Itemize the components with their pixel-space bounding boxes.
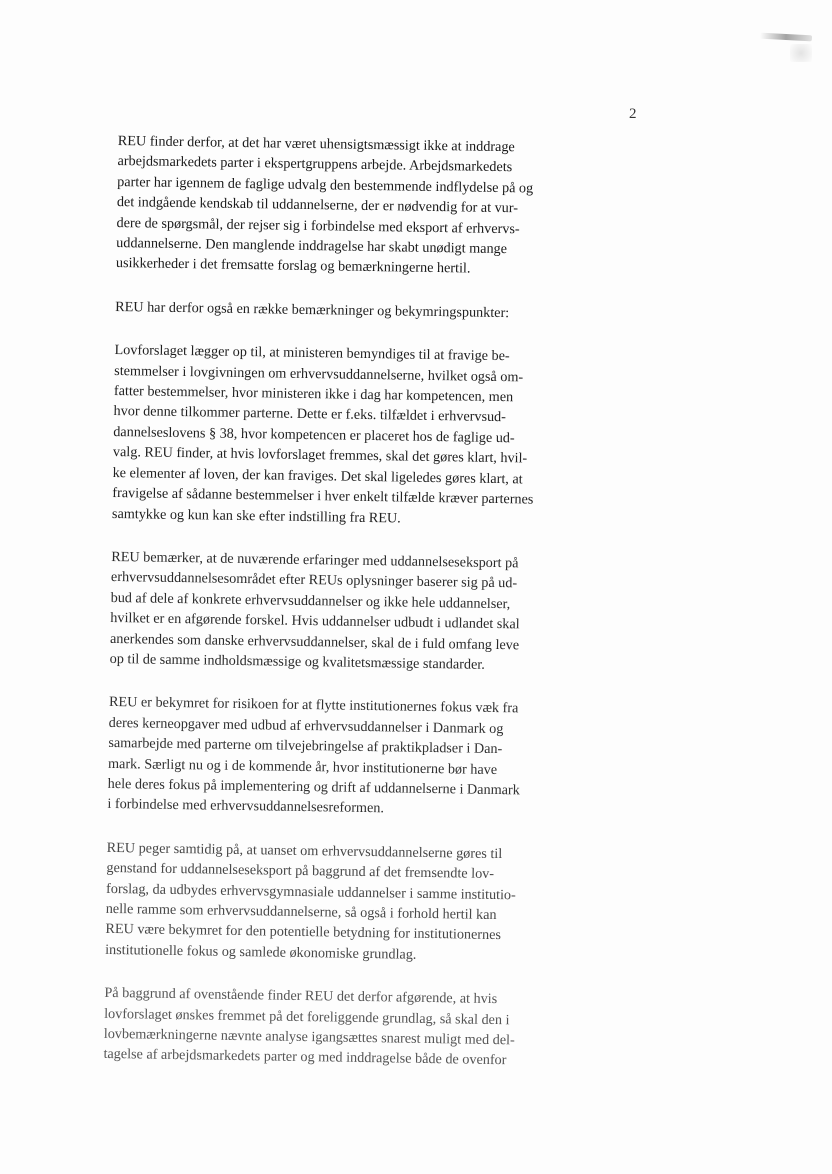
text-line: hvor denne tilkommer parterne. Dette er f.eks. tilfældet i erhvervsud- (113, 403, 507, 426)
text-line: fravigelse af sådanne bestemmelser i hver enkelt tilfælde kræver parternes (112, 485, 534, 508)
text-line: tagelse af arbejdsmarkedets parter og med inddragelse både de ovenfor (103, 1046, 507, 1069)
text-line: Lovforslaget lægger op til, at ministeren bemyndiges til at fravige be- (114, 342, 510, 365)
text-line: ke elementer af loven, der kan fraviges. Det skal ligeledes gøres klart, at (112, 464, 523, 488)
paragraph (116, 131, 570, 281)
text-line: deres kerneopgaver med udbud af erhvervsuddannelser i Danmark og (108, 714, 504, 737)
text-line: arbejdsmarkedets parter i ekspertgruppens arbejde. Arbejdsmarkedets (117, 153, 513, 176)
text-line: samtykke og kun kan ske efter indstilling fra REU. (111, 505, 401, 526)
text-line: REU være bekymret for den potentielle betydning for institutionernes (105, 921, 502, 944)
text-line: dere de spørgsmål, der rejser sig i forbindelse med eksport af erhvervs- (116, 214, 520, 237)
document-body (103, 131, 570, 1095)
text-line: stemmelser i lovgivningen om erhvervsuddannelserne, hvilket også om- (114, 362, 524, 386)
page-number: 2 (629, 106, 637, 122)
text-line: valg. REU finder, at hvis lovforslaget fremmes, skal det gøres klart, hvil- (112, 444, 528, 467)
text-line: REU bemærker, at de nuværende erfaringer med uddannelseseksport på (111, 548, 519, 572)
scan-artifact (760, 33, 812, 42)
paragraph (105, 838, 559, 968)
text-line: i forbindelse med erhvervsuddannelsesreformen. (107, 796, 385, 817)
text-line: bud af dele af konkrete erhvervsuddannelser og ikke hele uddannelser, (110, 589, 511, 612)
text-line: hele deres fokus på implementering og drift af uddannelserne i Danmark (107, 775, 520, 799)
text-line: usikkerheder i det fremsatte forslag og bemærkningerne hertil. (115, 255, 471, 277)
text-line: mark. Særligt nu og i de kommende år, hvor institutionerne bør have (107, 755, 498, 778)
text-line: REU har derfor også en række bemærkninger og bekymringspunkter: (115, 298, 510, 322)
text-line: fatter bestemmelser, hvor ministeren ikke i dag har kompetencen, men (113, 383, 514, 406)
text-line: parter har igennem de faglige udvalg den bestemmende indflydelse på og (117, 173, 534, 197)
text-line: forslag, da udbydes erhvervsgymnasiale uddannelser i samme institutio- (105, 880, 516, 903)
paragraph (107, 692, 561, 822)
paragraph (115, 297, 567, 325)
paragraph (103, 983, 556, 1072)
text-line: samarbejde med parterne om tilvejebringelse af praktikpladser i Dan- (108, 735, 503, 758)
text-line: REU finder derfor, at det har været uhensigtsmæssigt ikke at inddrage (117, 132, 515, 156)
text-line: erhvervsuddannelsesområdet efter REUs oplysninger baserer sig på ud- (110, 569, 518, 592)
paragraph (110, 547, 564, 677)
text-line: nelle ramme som erhvervsuddannelserne, så også i forhold hertil kan (105, 900, 497, 924)
text-line: uddannelserne. Den manglende inddragelse har skabt unødigt mange (116, 235, 508, 258)
paragraph (112, 340, 567, 531)
text-line: dannelseslovens § 38, hvor kompetencen er placeret hos de faglige ud- (113, 423, 515, 447)
text-line: På baggrund af ovenstående finder REU det derfor afgørende, at hvis (104, 985, 498, 1008)
text-line: hvilket er en afgørende forskel. Hvis uddannelser udbudt i udlandet skal (110, 610, 520, 633)
text-line: REU peger samtidig på, at uanset om erhvervsuddannelserne gøres til (106, 839, 503, 862)
text-line: genstand for uddannelseseksport på baggrund af det fremsendte lov- (106, 860, 495, 883)
text-line: op til de samme indholdsmæssige og kvalitetsmæssige standarder. (109, 650, 485, 673)
scan-artifact (790, 44, 812, 62)
text-line: lovbemærkningerne nævnte analyse igangsættes snarest muligt med del- (103, 1025, 515, 1049)
text-line: anerkendes som danske erhvervsuddannelser, skal de i fuld omfang leve (109, 630, 520, 653)
text-line: institutionelle fokus og samlede økonomiske grundlag. (105, 941, 417, 963)
text-line: det indgående kendskab til uddannelserne, der er nødvendig for at vur- (116, 194, 519, 217)
text-line: lovforslaget ønskes fremmet på det foreliggende grundlag, så skal den i (104, 1005, 510, 1028)
text-line: REU er bekymret for risikoen for at flytte institutionernes fokus væk fra (108, 694, 519, 717)
